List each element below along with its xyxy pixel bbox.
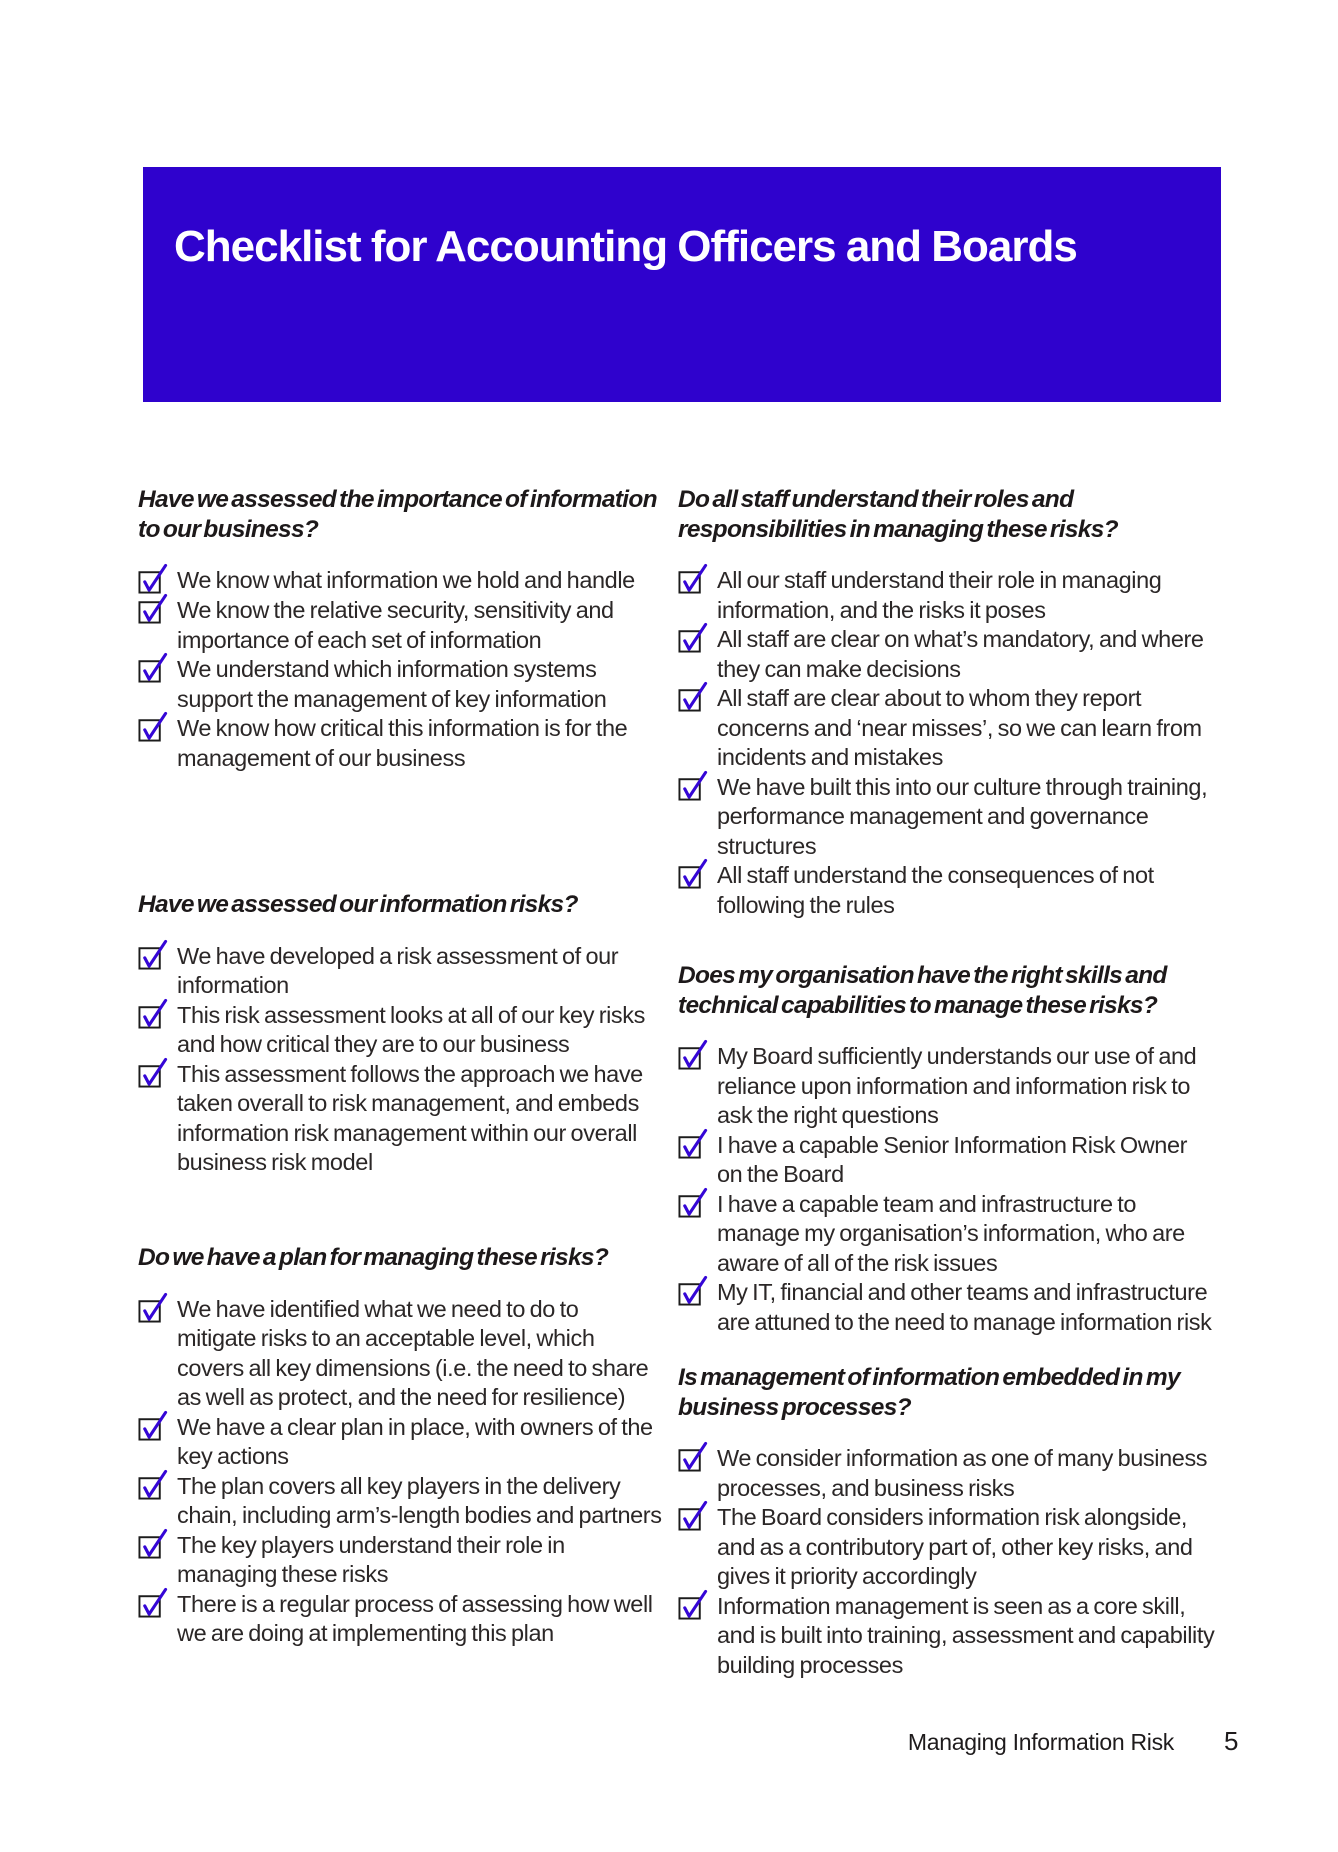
checklist-item [678,1592,1216,1681]
page-title: Checklist for Accounting Officers and Boards [174,222,1077,271]
checklist [678,566,1216,920]
checklist-item-text: The plan covers all key players in the delivery chain, including arm’s-length bodies and partners [177,1472,662,1528]
checklist-item [678,1131,1216,1190]
checklist-item [678,566,1216,625]
checked-checkbox-icon [678,1440,708,1474]
checklist-item-text: We have built this into our culture through training, performance management and governance structures [717,773,1208,859]
checked-checkbox-icon [138,592,168,626]
checked-checkbox-icon [138,997,168,1031]
checklist-item [138,655,662,714]
checked-checkbox-icon [678,680,708,714]
checked-checkbox-icon [138,1527,168,1561]
checklist-item [678,1503,1216,1592]
checklist-item [138,1001,662,1060]
checked-checkbox-icon [138,1291,168,1325]
checklist-item [678,625,1216,684]
checklist-item [138,1295,662,1413]
checklist-item [138,1413,662,1472]
checklist [138,566,662,773]
section-heading: Is management of information embedded in my business processes? [678,1364,1180,1421]
checklist [138,942,662,1178]
checklist-item [138,1531,662,1590]
section-heading: Does my organisation have the right skills and technical capabilities to manage these risks? [678,962,1167,1019]
checklist-item-text: I have a capable Senior Information Risk Owner on the Board [717,1131,1188,1187]
checklist-item-text: We understand which information systems support the management of key information [177,656,607,712]
checked-checkbox-icon [678,562,708,596]
section-heading: Have we assessed our information risks? [138,891,578,918]
checklist-item-text: We know what information we hold and handle [177,567,635,593]
checklist-item-text: We know the relative security, sensitivity and importance of each set of information [177,597,614,653]
checklist-item-text: The Board considers information risk alongside, and as a contributory part of, other key risks, and gives it priority accordingly [717,1504,1193,1589]
checklist-item [678,1190,1216,1279]
checklist-item [138,1060,662,1178]
checklist-item-text: I have a capable team and infrastructure to manage my organisation’s information, who are aware of all of the risk issues [717,1190,1185,1276]
checklist-item [138,596,662,655]
checklist-item-text: We consider information as one of many business processes, and business risks [717,1445,1208,1501]
checklist-item-text: This assessment follows the approach we have taken overall to risk management, and embeds information risk management within our overall business risk model [177,1060,643,1175]
checklist-item-text: All staff are clear on what’s mandatory, and where they can make decisions [717,626,1204,682]
checklist-item-text: All our staff understand their role in managing information, and the risks it poses [717,567,1162,623]
checklist [678,1444,1216,1680]
section-information-risks [138,890,662,1178]
checklist [678,1042,1216,1337]
checked-checkbox-icon [138,710,168,744]
checklist-item [678,773,1216,862]
checked-checkbox-icon [138,651,168,685]
checklist-item-text: We know how critical this information is for the management of our business [177,715,628,771]
checked-checkbox-icon [138,1056,168,1090]
checklist-item-text: We have a clear plan in place, with owners of the key actions [177,1413,653,1469]
checklist-item [678,1278,1216,1337]
page-number: 5 [1224,1726,1239,1756]
section-skills-capabilities [678,961,1216,1337]
checklist-item-text: Information management is seen as a core skill, and is built into training, assessment and capability building processes [717,1592,1215,1678]
checked-checkbox-icon [678,1038,708,1072]
checked-checkbox-icon [678,1127,708,1161]
checklist-item-text: The key players understand their role in managing these risks [177,1531,565,1587]
checklist-item-text: All staff are clear about to whom they report concerns and ‘near misses’, so we can learn from incidents and mistakes [717,685,1202,770]
checked-checkbox-icon [678,1186,708,1220]
checklist-item-text: We have developed a risk assessment of our information [177,942,619,998]
checklist-item-text: All staff understand the consequences of not following the rules [717,862,1154,918]
checklist-item [138,1472,662,1531]
checklist [138,1295,662,1649]
checklist-item-text: This risk assessment looks at all of our key risks and how critical they are to our business [177,1001,645,1057]
checked-checkbox-icon [678,769,708,803]
checklist-item-text: We have identified what we need to do to mitigate risks to an acceptable level, which covers all key dimensions (i.e. the need to share as well as protect, and the need for resilience) [177,1295,649,1410]
section-heading: Do all staff understand their roles and responsibilities in managing these risks? [678,486,1118,543]
checklist-item [138,1590,662,1649]
checklist-item [138,714,662,773]
section-importance-of-information [138,485,662,773]
checklist-item [138,942,662,1001]
checklist-item [678,1042,1216,1131]
checked-checkbox-icon [138,938,168,972]
checklist-item [678,1444,1216,1503]
checked-checkbox-icon [678,1588,708,1622]
checklist-item-text: My Board sufficiently understands our use of and reliance upon information and information risk to ask the right questions [717,1043,1197,1128]
checked-checkbox-icon [678,1499,708,1533]
checked-checkbox-icon [678,621,708,655]
checklist-item-text: There is a regular process of assessing how well we are doing at implementing this plan [177,1590,653,1646]
checklist-item [678,684,1216,773]
section-heading: Do we have a plan for managing these risks? [138,1244,609,1271]
checklist-item-text: My IT, financial and other teams and infrastructure are attuned to the need to manage information risk [717,1279,1212,1335]
left-column [138,0,662,1852]
section-plan-for-managing-risks [138,1243,662,1649]
checklist-item [138,566,662,596]
section-embedded-in-business-processes [678,1363,1216,1680]
checklist-item [678,861,1216,920]
section-staff-roles-responsibilities [678,485,1216,920]
checked-checkbox-icon [138,562,168,596]
checked-checkbox-icon [678,1274,708,1308]
right-column [678,0,1216,1852]
checked-checkbox-icon [678,857,708,891]
checked-checkbox-icon [138,1586,168,1620]
footer-document-title: Managing Information Risk [907,1729,1174,1755]
section-heading: Have we assessed the importance of information to our business? [138,486,657,543]
checked-checkbox-icon [138,1468,168,1502]
checked-checkbox-icon [138,1409,168,1443]
